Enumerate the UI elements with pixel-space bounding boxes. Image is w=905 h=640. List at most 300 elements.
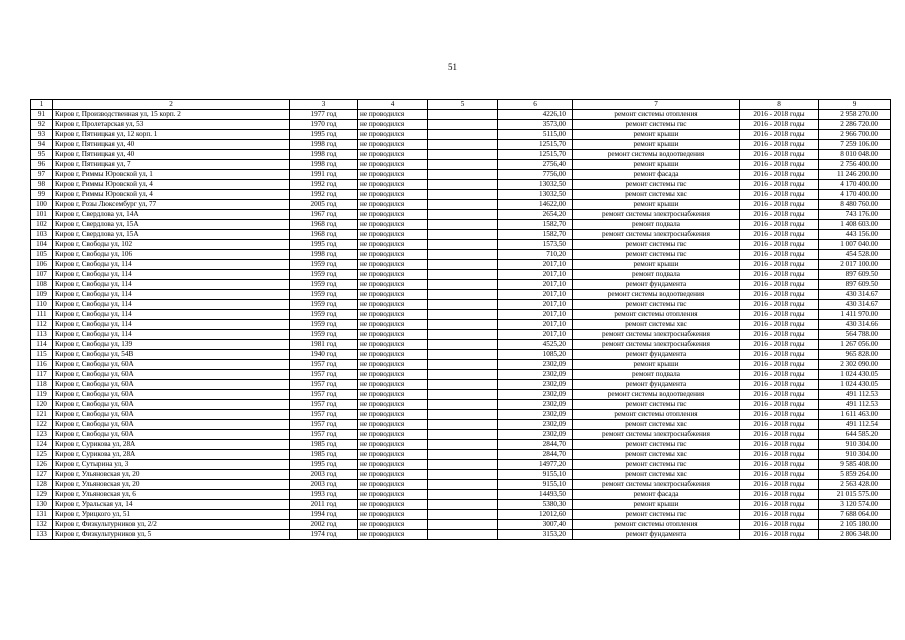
empty-col-cell — [428, 390, 498, 400]
work-type-cell: ремонт системы хвс — [573, 420, 740, 430]
empty-col-cell — [428, 240, 498, 250]
table-row — [31, 520, 891, 530]
period-cell: 2016 - 2018 годы — [740, 170, 819, 180]
empty-col-cell — [428, 230, 498, 240]
row-number-cell: 94 — [31, 140, 53, 150]
year-built-cell: 1995 год — [290, 240, 358, 250]
table-row — [31, 180, 891, 190]
work-type-cell: ремонт системы гвс — [573, 300, 740, 310]
address-cell: Киров г, Свободы ул, 60А — [53, 430, 290, 440]
period-cell: 2016 - 2018 годы — [740, 180, 819, 190]
cost-cell: 11 246 200.00 — [819, 170, 891, 180]
column-number-cell: 1 — [31, 100, 53, 110]
last-repair-cell: не проводился — [358, 340, 428, 350]
column-number-cell: 3 — [290, 100, 358, 110]
cost-cell: 965 828.00 — [819, 350, 891, 360]
table-row — [31, 350, 891, 360]
table-row — [31, 300, 891, 310]
period-cell: 2016 - 2018 годы — [740, 260, 819, 270]
page-number: 51 — [448, 62, 457, 72]
period-cell: 2016 - 2018 годы — [740, 500, 819, 510]
empty-col-cell — [428, 440, 498, 450]
empty-col-cell — [428, 260, 498, 270]
cost-cell: 8 010 048.00 — [819, 150, 891, 160]
cost-cell: 5 859 264.00 — [819, 470, 891, 480]
table-row — [31, 290, 891, 300]
row-number-cell: 120 — [31, 400, 53, 410]
address-cell: Киров г, Пятницкая ул, 40 — [53, 150, 290, 160]
cost-cell: 430 314.67 — [819, 290, 891, 300]
column-number-row — [31, 100, 891, 110]
year-built-cell: 1940 год — [290, 350, 358, 360]
table-row — [31, 410, 891, 420]
work-type-cell: ремонт фундамента — [573, 280, 740, 290]
table-row — [31, 280, 891, 290]
row-number-cell: 131 — [31, 510, 53, 520]
table-row — [31, 510, 891, 520]
row-number-cell: 105 — [31, 250, 53, 260]
last-repair-cell: не проводился — [358, 210, 428, 220]
row-number-cell: 116 — [31, 360, 53, 370]
year-built-cell: 1967 год — [290, 210, 358, 220]
empty-col-cell — [428, 310, 498, 320]
last-repair-cell: не проводился — [358, 400, 428, 410]
area-cell: 4525,20 — [498, 340, 573, 350]
area-cell: 9155,10 — [498, 470, 573, 480]
period-cell: 2016 - 2018 годы — [740, 190, 819, 200]
area-cell: 7756,00 — [498, 170, 573, 180]
year-built-cell: 1974 год — [290, 530, 358, 540]
last-repair-cell: не проводился — [358, 480, 428, 490]
period-cell: 2016 - 2018 годы — [740, 430, 819, 440]
area-cell: 14493,50 — [498, 490, 573, 500]
address-cell: Киров г, Свободы ул, 114 — [53, 270, 290, 280]
year-built-cell: 1968 год — [290, 220, 358, 230]
area-cell: 12012,60 — [498, 510, 573, 520]
work-type-cell: ремонт системы гвс — [573, 460, 740, 470]
area-cell: 12515,70 — [498, 150, 573, 160]
year-built-cell: 1968 год — [290, 230, 358, 240]
period-cell: 2016 - 2018 годы — [740, 450, 819, 460]
work-type-cell: ремонт системы отопления — [573, 410, 740, 420]
row-number-cell: 104 — [31, 240, 53, 250]
last-repair-cell: не проводился — [358, 320, 428, 330]
empty-col-cell — [428, 160, 498, 170]
period-cell: 2016 - 2018 годы — [740, 360, 819, 370]
area-cell: 2302,09 — [498, 430, 573, 440]
year-built-cell: 1959 год — [290, 310, 358, 320]
area-cell: 2302,09 — [498, 400, 573, 410]
work-type-cell: ремонт системы гвс — [573, 240, 740, 250]
row-number-cell: 95 — [31, 150, 53, 160]
address-cell: Киров г, Свободы ул, 60А — [53, 400, 290, 410]
table-row — [31, 330, 891, 340]
work-type-cell: ремонт системы отопления — [573, 520, 740, 530]
address-cell: Киров г, Свободы ул, 139 — [53, 340, 290, 350]
row-number-cell: 108 — [31, 280, 53, 290]
address-cell: Киров г, Свободы ул, 114 — [53, 320, 290, 330]
last-repair-cell: не проводился — [358, 170, 428, 180]
period-cell: 2016 - 2018 годы — [740, 150, 819, 160]
area-cell: 2017,10 — [498, 300, 573, 310]
year-built-cell: 1959 год — [290, 290, 358, 300]
table-row — [31, 130, 891, 140]
table-row — [31, 440, 891, 450]
table-row — [31, 340, 891, 350]
column-number-cell: 7 — [573, 100, 740, 110]
period-cell: 2016 - 2018 годы — [740, 400, 819, 410]
row-number-cell: 115 — [31, 350, 53, 360]
cost-cell: 2 966 700.00 — [819, 130, 891, 140]
work-type-cell: ремонт подвала — [573, 220, 740, 230]
empty-col-cell — [428, 300, 498, 310]
period-cell: 2016 - 2018 годы — [740, 300, 819, 310]
address-cell: Киров г, Свободы ул, 102 — [53, 240, 290, 250]
work-type-cell: ремонт системы хвс — [573, 320, 740, 330]
year-built-cell: 1995 год — [290, 460, 358, 470]
address-cell: Киров г, Розы Люксембург ул, 77 — [53, 200, 290, 210]
cost-cell: 743 176.00 — [819, 210, 891, 220]
last-repair-cell: не проводился — [358, 130, 428, 140]
table-row — [31, 140, 891, 150]
table-row — [31, 270, 891, 280]
last-repair-cell: не проводился — [358, 290, 428, 300]
work-type-cell: ремонт системы гвс — [573, 180, 740, 190]
last-repair-cell: не проводился — [358, 110, 428, 120]
area-cell: 5380,30 — [498, 500, 573, 510]
cost-cell: 443 156.00 — [819, 230, 891, 240]
cost-cell: 1 007 040.00 — [819, 240, 891, 250]
period-cell: 2016 - 2018 годы — [740, 240, 819, 250]
empty-col-cell — [428, 410, 498, 420]
cost-cell: 2 302 090.00 — [819, 360, 891, 370]
empty-col-cell — [428, 140, 498, 150]
table-body — [31, 100, 891, 540]
address-cell: Киров г, Свободы ул, 114 — [53, 310, 290, 320]
cost-cell: 2 756 400.00 — [819, 160, 891, 170]
column-number-cell: 2 — [53, 100, 290, 110]
row-number-cell: 98 — [31, 180, 53, 190]
column-number-cell: 6 — [498, 100, 573, 110]
area-cell: 1085,20 — [498, 350, 573, 360]
period-cell: 2016 - 2018 годы — [740, 160, 819, 170]
table-row — [31, 380, 891, 390]
cost-cell: 897 609.50 — [819, 270, 891, 280]
work-type-cell: ремонт системы хвс — [573, 450, 740, 460]
period-cell: 2016 - 2018 годы — [740, 370, 819, 380]
work-type-cell: ремонт системы электроснабжения — [573, 230, 740, 240]
address-cell: Киров г, Свободы ул, 114 — [53, 330, 290, 340]
row-number-cell: 127 — [31, 470, 53, 480]
work-type-cell: ремонт фасада — [573, 490, 740, 500]
empty-col-cell — [428, 530, 498, 540]
last-repair-cell: не проводился — [358, 500, 428, 510]
area-cell: 5115,00 — [498, 130, 573, 140]
work-type-cell: ремонт крыши — [573, 200, 740, 210]
year-built-cell: 1998 год — [290, 160, 358, 170]
row-number-cell: 99 — [31, 190, 53, 200]
year-built-cell: 1998 год — [290, 150, 358, 160]
address-cell: Киров г, Пятницкая ул, 7 — [53, 160, 290, 170]
last-repair-cell: не проводился — [358, 420, 428, 430]
address-cell: Киров г, Риммы Юровской ул, 4 — [53, 190, 290, 200]
work-type-cell: ремонт подвала — [573, 270, 740, 280]
year-built-cell: 1970 год — [290, 120, 358, 130]
area-cell: 14977,20 — [498, 460, 573, 470]
empty-col-cell — [428, 470, 498, 480]
last-repair-cell: не проводился — [358, 330, 428, 340]
empty-col-cell — [428, 490, 498, 500]
last-repair-cell: не проводился — [358, 370, 428, 380]
empty-col-cell — [428, 480, 498, 490]
last-repair-cell: не проводился — [358, 450, 428, 460]
area-cell: 12515,70 — [498, 140, 573, 150]
empty-col-cell — [428, 190, 498, 200]
area-cell: 1573,50 — [498, 240, 573, 250]
area-cell: 2302,09 — [498, 360, 573, 370]
period-cell: 2016 - 2018 годы — [740, 520, 819, 530]
empty-col-cell — [428, 250, 498, 260]
column-number-cell: 9 — [819, 100, 891, 110]
table-row — [31, 470, 891, 480]
address-cell: Киров г, Физкультурников ул, 5 — [53, 530, 290, 540]
year-built-cell: 1957 год — [290, 410, 358, 420]
row-number-cell: 109 — [31, 290, 53, 300]
cost-cell: 2 105 180.00 — [819, 520, 891, 530]
row-number-cell: 121 — [31, 410, 53, 420]
year-built-cell: 1959 год — [290, 270, 358, 280]
work-type-cell: ремонт системы гвс — [573, 250, 740, 260]
empty-col-cell — [428, 500, 498, 510]
address-cell: Киров г, Ульяновская ул, 20 — [53, 470, 290, 480]
address-cell: Киров г, Риммы Юровской ул, 4 — [53, 180, 290, 190]
cost-cell: 491 112.54 — [819, 420, 891, 430]
empty-col-cell — [428, 360, 498, 370]
year-built-cell: 1992 год — [290, 190, 358, 200]
period-cell: 2016 - 2018 годы — [740, 210, 819, 220]
cost-cell: 910 304.00 — [819, 440, 891, 450]
year-built-cell: 1994 год — [290, 510, 358, 520]
work-type-cell: ремонт системы отопления — [573, 310, 740, 320]
empty-col-cell — [428, 380, 498, 390]
period-cell: 2016 - 2018 годы — [740, 250, 819, 260]
address-cell: Киров г, Свердлова ул, 15А — [53, 220, 290, 230]
last-repair-cell: не проводился — [358, 220, 428, 230]
last-repair-cell: не проводился — [358, 510, 428, 520]
table-row — [31, 160, 891, 170]
work-type-cell: ремонт системы электроснабжения — [573, 210, 740, 220]
last-repair-cell: не проводился — [358, 230, 428, 240]
last-repair-cell: не проводился — [358, 200, 428, 210]
work-type-cell: ремонт крыши — [573, 500, 740, 510]
last-repair-cell: не проводился — [358, 150, 428, 160]
row-number-cell: 119 — [31, 390, 53, 400]
period-cell: 2016 - 2018 годы — [740, 460, 819, 470]
last-repair-cell: не проводился — [358, 520, 428, 530]
empty-col-cell — [428, 270, 498, 280]
year-built-cell: 2011 год — [290, 500, 358, 510]
work-type-cell: ремонт крыши — [573, 130, 740, 140]
table-row — [31, 150, 891, 160]
address-cell: Киров г, Свободы ул, 60А — [53, 410, 290, 420]
row-number-cell: 91 — [31, 110, 53, 120]
empty-col-cell — [428, 130, 498, 140]
housing-repair-table — [30, 99, 891, 540]
address-cell: Киров г, Сутырина ул, 3 — [53, 460, 290, 470]
cost-cell: 910 304.00 — [819, 450, 891, 460]
row-number-cell: 93 — [31, 130, 53, 140]
cost-cell: 1 611 463.00 — [819, 410, 891, 420]
row-number-cell: 103 — [31, 230, 53, 240]
address-cell: Киров г, Свободы ул, 60А — [53, 370, 290, 380]
period-cell: 2016 - 2018 годы — [740, 310, 819, 320]
period-cell: 2016 - 2018 годы — [740, 200, 819, 210]
last-repair-cell: не проводился — [358, 240, 428, 250]
row-number-cell: 117 — [31, 370, 53, 380]
period-cell: 2016 - 2018 годы — [740, 330, 819, 340]
table-row — [31, 170, 891, 180]
last-repair-cell: не проводился — [358, 120, 428, 130]
cost-cell: 4 170 400.00 — [819, 190, 891, 200]
table-row — [31, 120, 891, 130]
address-cell: Киров г, Ульяновская ул, 6 — [53, 490, 290, 500]
area-cell: 13032,50 — [498, 190, 573, 200]
table-row — [31, 240, 891, 250]
table-row — [31, 480, 891, 490]
last-repair-cell: не проводился — [358, 180, 428, 190]
work-type-cell: ремонт фундамента — [573, 350, 740, 360]
cost-cell: 2 563 428.00 — [819, 480, 891, 490]
area-cell: 2017,10 — [498, 330, 573, 340]
address-cell: Киров г, Производственная ул, 15 корп. 2 — [53, 110, 290, 120]
empty-col-cell — [428, 430, 498, 440]
address-cell: Киров г, Свободы ул, 60А — [53, 360, 290, 370]
work-type-cell: ремонт системы электроснабжения — [573, 480, 740, 490]
table-row — [31, 530, 891, 540]
year-built-cell: 2003 год — [290, 480, 358, 490]
address-cell: Киров г, Уральская ул, 14 — [53, 500, 290, 510]
address-cell: Киров г, Свободы ул, 106 — [53, 250, 290, 260]
address-cell: Киров г, Свободы ул, 60А — [53, 420, 290, 430]
area-cell: 2302,09 — [498, 420, 573, 430]
table-row — [31, 460, 891, 470]
year-built-cell: 1959 год — [290, 320, 358, 330]
year-built-cell: 1985 год — [290, 440, 358, 450]
period-cell: 2016 - 2018 годы — [740, 470, 819, 480]
year-built-cell: 1957 год — [290, 400, 358, 410]
table-row — [31, 190, 891, 200]
period-cell: 2016 - 2018 годы — [740, 230, 819, 240]
cost-cell: 430 314.66 — [819, 320, 891, 330]
period-cell: 2016 - 2018 годы — [740, 320, 819, 330]
empty-col-cell — [428, 340, 498, 350]
year-built-cell: 1959 год — [290, 300, 358, 310]
area-cell: 2844,70 — [498, 450, 573, 460]
year-built-cell: 1959 год — [290, 280, 358, 290]
year-built-cell: 1998 год — [290, 250, 358, 260]
row-number-cell: 112 — [31, 320, 53, 330]
work-type-cell: ремонт системы гвс — [573, 510, 740, 520]
area-cell: 1582,70 — [498, 220, 573, 230]
cost-cell: 1 408 603.00 — [819, 220, 891, 230]
work-type-cell: ремонт крыши — [573, 160, 740, 170]
table-row — [31, 320, 891, 330]
period-cell: 2016 - 2018 годы — [740, 510, 819, 520]
last-repair-cell: не проводился — [358, 300, 428, 310]
table-row — [31, 260, 891, 270]
area-cell: 14622,00 — [498, 200, 573, 210]
cost-cell: 2 806 348.00 — [819, 530, 891, 540]
last-repair-cell: не проводился — [358, 390, 428, 400]
work-type-cell: ремонт системы хвс — [573, 190, 740, 200]
empty-col-cell — [428, 220, 498, 230]
address-cell: Киров г, Свободы ул, 114 — [53, 260, 290, 270]
period-cell: 2016 - 2018 годы — [740, 270, 819, 280]
column-number-cell: 5 — [428, 100, 498, 110]
last-repair-cell: не проводился — [358, 460, 428, 470]
row-number-cell: 106 — [31, 260, 53, 270]
work-type-cell: ремонт системы гвс — [573, 440, 740, 450]
address-cell: Киров г, Свердлова ул, 15А — [53, 230, 290, 240]
empty-col-cell — [428, 120, 498, 130]
address-cell: Киров г, Пятницкая ул, 12 корп. 1 — [53, 130, 290, 140]
area-cell: 13032,50 — [498, 180, 573, 190]
last-repair-cell: не проводился — [358, 360, 428, 370]
empty-col-cell — [428, 460, 498, 470]
year-built-cell: 1957 год — [290, 380, 358, 390]
empty-col-cell — [428, 510, 498, 520]
year-built-cell: 1981 год — [290, 340, 358, 350]
year-built-cell: 1991 год — [290, 170, 358, 180]
last-repair-cell: не проводился — [358, 440, 428, 450]
empty-col-cell — [428, 210, 498, 220]
address-cell: Киров г, Физкультурников ул, 2/2 — [53, 520, 290, 530]
period-cell: 2016 - 2018 годы — [740, 480, 819, 490]
table-row — [31, 370, 891, 380]
year-built-cell: 2003 год — [290, 470, 358, 480]
year-built-cell: 2005 год — [290, 200, 358, 210]
row-number-cell: 114 — [31, 340, 53, 350]
empty-col-cell — [428, 110, 498, 120]
area-cell: 2017,10 — [498, 290, 573, 300]
area-cell: 4226,10 — [498, 110, 573, 120]
period-cell: 2016 - 2018 годы — [740, 110, 819, 120]
empty-col-cell — [428, 520, 498, 530]
area-cell: 2844,70 — [498, 440, 573, 450]
address-cell: Киров г, Свободы ул, 60А — [53, 390, 290, 400]
work-type-cell: ремонт системы электроснабжения — [573, 340, 740, 350]
row-number-cell: 113 — [31, 330, 53, 340]
cost-cell: 897 609.50 — [819, 280, 891, 290]
address-cell: Киров г, Сурикова ул, 28А — [53, 440, 290, 450]
work-type-cell: ремонт крыши — [573, 140, 740, 150]
area-cell: 2017,10 — [498, 320, 573, 330]
address-cell: Киров г, Свободы ул, 114 — [53, 290, 290, 300]
cost-cell: 1 411 970.00 — [819, 310, 891, 320]
row-number-cell: 107 — [31, 270, 53, 280]
address-cell: Киров г, Пятницкая ул, 40 — [53, 140, 290, 150]
work-type-cell: ремонт системы электроснабжения — [573, 430, 740, 440]
area-cell: 1582,70 — [498, 230, 573, 240]
year-built-cell: 1992 год — [290, 180, 358, 190]
last-repair-cell: не проводился — [358, 380, 428, 390]
year-built-cell: 1959 год — [290, 330, 358, 340]
work-type-cell: ремонт системы гвс — [573, 400, 740, 410]
cost-cell: 4 170 400.00 — [819, 180, 891, 190]
cost-cell: 21 015 575.00 — [819, 490, 891, 500]
area-cell: 710,20 — [498, 250, 573, 260]
last-repair-cell: не проводился — [358, 280, 428, 290]
